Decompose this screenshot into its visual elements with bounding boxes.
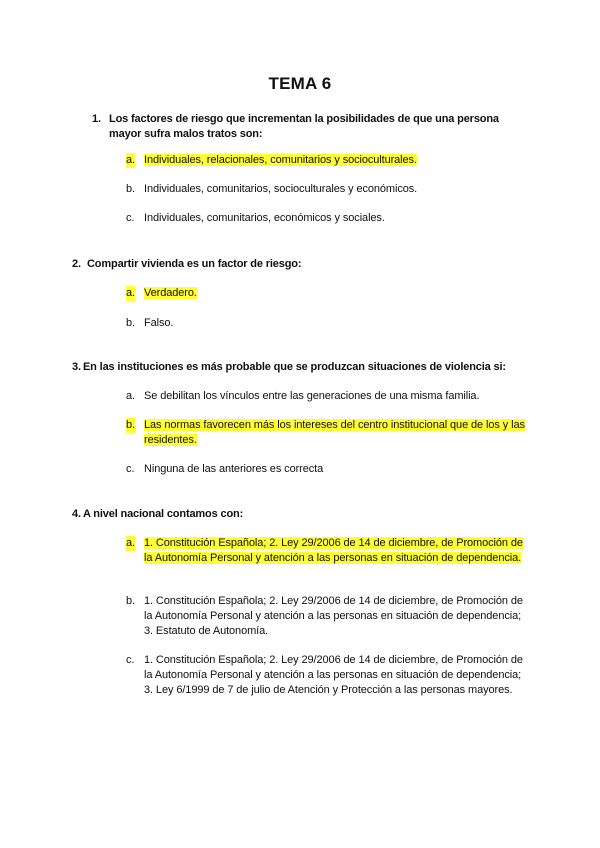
question-1-option-b: [126, 182, 526, 197]
option-text: Las normas favorecen más los intereses del centro institucional que de los y las residentes.: [144, 419, 525, 446]
question-4-option-b: [126, 594, 526, 639]
question-text: Compartir vivienda es un factor de riesgo:: [87, 258, 302, 270]
question-2-option-a: [126, 286, 526, 301]
option-text: 1. Constitución Española; 2. Ley 29/2006 de 14 de diciembre, de Promoción de la Autonomía Personal y atención a las personas en situación de dependencia; 3. Estatuto de Autonomía.: [144, 595, 523, 637]
question-number: 2.: [72, 258, 81, 270]
option-letter: b.: [126, 595, 135, 607]
option-letter: a.: [126, 537, 135, 549]
option-letter: a.: [126, 154, 135, 166]
option-text: Individuales, relacionales, comunitarios y socioculturales.: [144, 154, 417, 166]
option-text: 1. Constitución Española; 2. Ley 29/2006 de 14 de diciembre, de Promoción de la Autonomía Personal y atención a las personas en situación de dependencia.: [144, 537, 523, 564]
page-title: TEMA 6: [268, 74, 332, 93]
option-text: 1. Constitución Española; 2. Ley 29/2006 de 14 de diciembre, de Promoción de la Autonomía Personal y atención a las personas en situación de dependencia; 3. Ley 6/1999 de 7 de julio de Atención y Protección a las personas mayores.: [144, 654, 523, 696]
option-letter: c.: [126, 654, 135, 666]
option-letter: b.: [126, 419, 135, 431]
question-1-option-a: [126, 153, 526, 168]
option-letter: b.: [126, 317, 135, 329]
option-letter: a.: [126, 287, 135, 299]
option-text: Verdadero.: [144, 287, 197, 299]
question-4-option-a: [126, 536, 526, 566]
question-1: [92, 112, 532, 142]
option-text: Se debilitan los vínculos entre las generaciones de una misma familia.: [144, 390, 480, 402]
question-3: [72, 360, 542, 375]
option-text: Individuales, comunitarios, económicos y sociales.: [144, 212, 385, 224]
question-3-option-b: [126, 418, 536, 448]
question-number: 4.: [72, 508, 81, 520]
option-letter: c.: [126, 212, 135, 224]
question-3-option-c: [126, 462, 526, 477]
question-text: En las instituciones es más probable que se produzcan situaciones de violencia si:: [83, 361, 506, 373]
question-4-option-c: [126, 653, 526, 698]
option-letter: c.: [126, 463, 135, 475]
option-text: Ninguna de las anteriores es correcta: [144, 463, 324, 475]
question-number: 1.: [92, 113, 101, 125]
option-text: Falso.: [144, 317, 174, 329]
question-4: [72, 507, 532, 522]
question-text: Los factores de riesgo que incrementan la posibilidades de que una persona mayor sufra malos tratos son:: [109, 113, 499, 140]
question-number: 3.: [72, 361, 81, 373]
question-1-option-c: [126, 211, 526, 226]
option-letter: a.: [126, 390, 135, 402]
option-letter: b.: [126, 183, 135, 195]
question-2-option-b: [126, 316, 526, 331]
question-3-option-a: [126, 389, 526, 404]
question-2: [72, 257, 532, 272]
option-text: Individuales, comunitarios, socioculturales y económicos.: [144, 183, 418, 195]
question-text: A nivel nacional contamos con:: [83, 508, 244, 520]
